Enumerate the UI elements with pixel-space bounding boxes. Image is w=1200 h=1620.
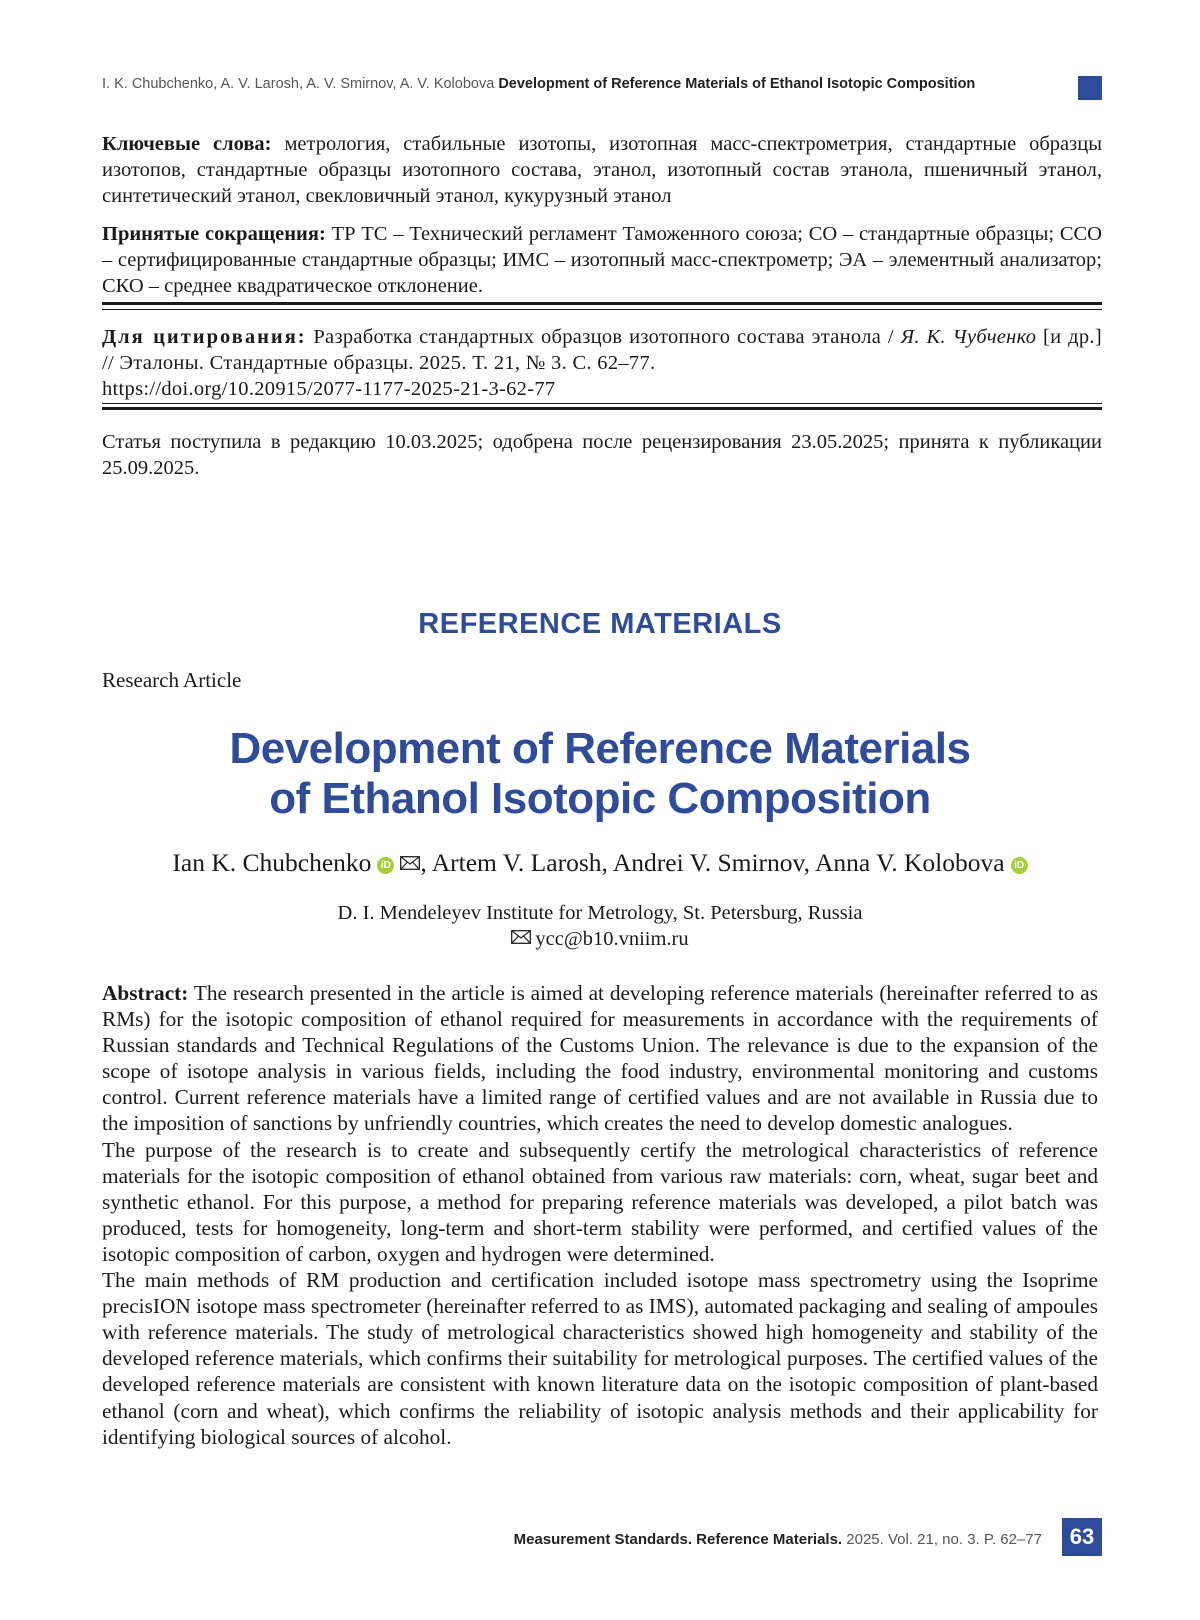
abbreviations-block xyxy=(102,221,1102,299)
footer xyxy=(400,1531,1042,1548)
citation-top-rule-thin xyxy=(102,309,1102,310)
citation-authors: Я. К. Чубченко xyxy=(900,326,1037,348)
page-number: 63 xyxy=(1062,1518,1102,1556)
affiliation-block xyxy=(0,900,1200,952)
section-title: REFERENCE MATERIALS xyxy=(418,608,782,640)
abstract-paragraph-3: The main methods of RM production and certification included isotope mass spectrometry using the Isoprime precisION isotope mass spectrometer (hereinafter referred to as IMS), automated packaging and sealing of ampoules with reference materials. The study of metrological characteristics showed high homogeneity and stability of the developed reference materials, which confirms their suitability for metrological purposes. The certified values of the developed reference materials are consistent with known literature data on the isotopic composition of plant-based ethanol (corn and wheat), which confirms the reliability of isotopic analysis methods and their applicability for identifying biological sources of alcohol. xyxy=(102,1268,1098,1449)
abstract-text-1: The research presented in the article is aimed at developing reference materials (hereinafter referred to as RMs) for the isotopic composition of ethanol required for measurements in accordance with the requirements of Russian standards and Technical Regulations of the Customs Union. The relevance is due to the expansion of the scope of isotope analysis in various fields, including the food industry, environmental monitoring and customs control. Current reference materials have a limited range of certified values and are not available in Russia due to the imposition of sanctions by unfriendly countries, which creates the need to develop domestic analogues. xyxy=(102,981,1098,1136)
abstract-paragraph-1 xyxy=(102,980,1098,1137)
mail-icon[interactable] xyxy=(400,856,420,870)
footer-journal: Measurement Standards. Reference Materials. xyxy=(513,1531,843,1548)
citation-top-rule xyxy=(102,302,1102,305)
citation-label: Для цитирования: xyxy=(102,326,307,348)
citation-block xyxy=(102,324,1102,402)
citation-text-after: [и др.] // Эталоны. Стандартные образцы. 2025. Т. 21, № 3. С. 62–77. xyxy=(102,326,1102,374)
keywords-text: метрология, стабильные изотопы, изотопная масс-спектрометрия, стандартные образцы изотопов, стандартные образцы изотопного состава, этанол, изотопный состав этанола, пшеничный этанол, синтетический этанол, свекловичный этанол, кукурузный этанол xyxy=(102,133,1103,207)
mail-icon xyxy=(511,930,531,944)
footer-issue: 2025. Vol. 21, no. 3. P. 62–77 xyxy=(846,1531,1042,1548)
abstract-paragraph-2: The purpose of the research is to create and subsequently certify the metrological characteristics of reference materials for the isotopic composition of ethanol obtained from various raw materials: corn, wheat, sugar beet and synthetic ethanol. For this purpose, a method for preparing reference materials was developed, a pilot batch was produced, tests for homogeneity, long-term and short-term stability were performed, and certified values of the isotopic composition of carbon, oxygen and hydrogen were determined. xyxy=(102,1137,1098,1266)
email-link[interactable]: ycc@b10.vniim.ru xyxy=(535,928,689,950)
abstract-label: Abstract: xyxy=(102,981,189,1005)
running-head-title: Development of Reference Materials of Ethanol Isotopic Composition xyxy=(498,76,976,92)
keywords-block xyxy=(102,131,1102,209)
author-first: Ian K. Chubchenko xyxy=(172,848,372,877)
article-title-line-2: of Ethanol Isotopic Composition xyxy=(269,774,931,823)
affiliation: D. I. Mendeleyev Institute for Metrology, St. Petersburg, Russia xyxy=(337,902,863,924)
orcid-icon[interactable]: iD xyxy=(377,857,394,874)
header-square-marker xyxy=(1078,76,1102,100)
authors-line xyxy=(0,848,1200,878)
authors-rest: , Artem V. Larosh, Andrei V. Smirnov, Anna V. Kolobova xyxy=(420,848,1005,877)
abbreviations-text: ТР ТС – Технический регламент Таможенного союза; СО – стандартные образцы; ССО – сертифицированные стандартные образцы; ИМС – изотопный масс-спектрометр; ЭА – элементный анализатор; СКО – среднее квадратическое отклонение. xyxy=(102,223,1102,297)
abstract-block xyxy=(102,980,1098,1450)
citation-doi-link[interactable]: https://doi.org/10.20915/2077-1177-2025-21-3-62-77 xyxy=(102,378,556,400)
article-type: Research Article xyxy=(102,668,242,692)
citation-bottom-rule-thin xyxy=(102,403,1102,404)
abbreviations-label: Принятые сокращения: xyxy=(102,223,326,245)
email-line xyxy=(0,926,1200,952)
running-head xyxy=(102,76,1102,92)
received-dates: Статья поступила в редакцию 10.03.2025; одобрена после рецензирования 23.05.2025; принята к публикации 25.09.2025. xyxy=(102,431,1102,479)
orcid-icon[interactable]: iD xyxy=(1011,857,1028,874)
keywords-label: Ключевые слова: xyxy=(102,133,272,155)
citation-bottom-rule xyxy=(102,407,1102,410)
running-head-authors: I. K. Chubchenko, A. V. Larosh, A. V. Smirnov, A. V. Kolobova xyxy=(102,76,495,92)
article-title-line-1: Development of Reference Materials xyxy=(229,724,971,773)
citation-text-before: Разработка стандартных образцов изотопного состава этанола / xyxy=(313,326,894,348)
article-title xyxy=(0,724,1200,824)
